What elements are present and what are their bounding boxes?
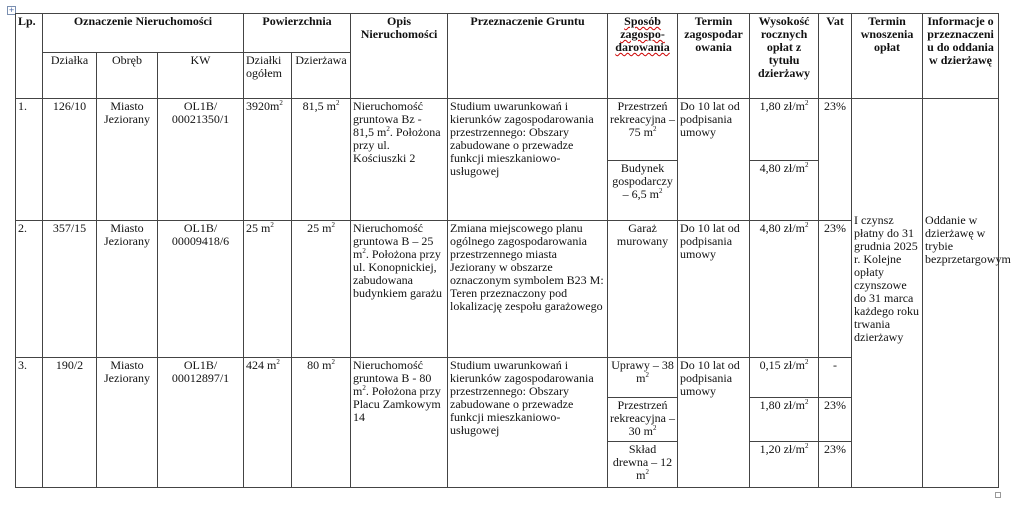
sup: 2: [279, 99, 283, 107]
cell-opis-text: Nieruchomość gruntowa B – 25 m: [353, 221, 434, 261]
cell-lp: 3.: [16, 358, 43, 488]
cell-vat: 23%: [819, 221, 852, 358]
header-dzialki-ogolem: Działki ogółem: [244, 53, 292, 99]
cell-kw: OL1B/ 00009418/6: [158, 221, 244, 358]
cell-obreb: Miasto Jeziorany: [97, 221, 158, 358]
header-sposob-text: Sposób zagospo-darowania: [615, 14, 670, 54]
header-informacje: Informacje o przeznaczeni u do oddania w dzierżawę: [923, 14, 999, 99]
cell-opis-text2: . Położona przy ul. Kościuszki 2: [353, 125, 441, 165]
cell-kw: OL1B/ 00021350/1: [158, 99, 244, 221]
sup: 2: [645, 371, 649, 379]
cell-obreb: Miasto Jeziorany: [97, 358, 158, 488]
cell-vat: -: [819, 358, 852, 398]
cell-sposob: [608, 161, 678, 221]
cell-vat: 23%: [819, 99, 852, 221]
sup: 2: [335, 99, 340, 107]
cell-pow-ogolem-value: 424 m: [246, 358, 277, 372]
header-obreb: Obręb: [97, 53, 158, 99]
cell-sposob: [608, 358, 678, 398]
table-row: [16, 358, 999, 398]
cell-dzialka: 190/2: [43, 358, 97, 488]
sup: 2: [804, 398, 809, 406]
cell-opis-text2: . Położona przy ul. Konopnickiej, zabudowana budynkiem garażu: [353, 247, 442, 300]
cell-vat: 23%: [819, 442, 852, 488]
cell-dzialka: 357/15: [43, 221, 97, 358]
cell-opis-text2: . Położona przy Placu Zamkowym 14: [353, 384, 441, 424]
cell-opis: [351, 99, 448, 221]
cell-oplata-text: 1,20 zł/m: [759, 442, 805, 456]
cell-lp: 1.: [16, 99, 43, 221]
sup: 2: [804, 358, 809, 366]
cell-sposob-text: Uprawy – 38 m: [611, 358, 674, 385]
cell-informacje: Oddanie w dzierżawę w trybie bezprzetargowym: [923, 99, 999, 488]
cell-oplata: [750, 358, 819, 398]
sup: 2: [652, 125, 657, 133]
sup: 2: [270, 221, 274, 229]
table-row: [16, 99, 999, 161]
header-oznaczenie: Oznaczenie Nieruchomości: [43, 14, 244, 53]
cell-oplata-text: 1,80 zł/m: [759, 398, 805, 412]
sup: 2: [645, 468, 649, 476]
cell-pow-dzierzawa-value: 81,5 m: [302, 99, 336, 113]
sup: 2: [331, 358, 335, 366]
header-vat: Vat: [819, 14, 852, 99]
header-opis: Opis Nieruchomości: [351, 14, 448, 99]
table-row: [16, 221, 999, 358]
cell-pow-ogolem-value: 25 m: [246, 221, 271, 235]
cell-termin: Do 10 lat od podpisania umowy: [678, 99, 750, 221]
cell-pow-ogolem: [244, 221, 292, 358]
header-lp: Lp.: [16, 14, 43, 99]
sup: 2: [386, 125, 390, 133]
cell-oplata-text: 4,80 zł/m: [759, 221, 805, 235]
sup: 2: [804, 442, 809, 450]
cell-sposob: Garaż murowany: [608, 221, 678, 358]
cell-pow-dzierzawa: [292, 358, 351, 488]
cell-oplata: [750, 221, 819, 358]
header-termin-oplat: Termin wnoszenia opłat: [852, 14, 923, 99]
cell-termin: Do 10 lat od podpisania umowy: [678, 221, 750, 358]
cell-termin-oplat: I czynsz płatny do 31 grudnia 2025 r. Kolejne opłaty czynszowe do 31 marca każdego roku trwania dzierżawy: [852, 99, 923, 488]
cell-oplata-text: 4,80 zł/m: [759, 161, 805, 175]
sup: 2: [652, 424, 657, 432]
cell-sposob-text: Przestrzeń rekreacyjna – 30 m: [610, 398, 676, 438]
cell-sposob: [608, 398, 678, 442]
cell-oplata-text: 1,80 zł/m: [759, 99, 805, 113]
cell-pow-ogolem: [244, 358, 292, 488]
cell-pow-dzierzawa: [292, 99, 351, 221]
cell-opis: [351, 358, 448, 488]
sup: 2: [276, 358, 280, 366]
header-dzialka: Działka: [43, 53, 97, 99]
cell-dzialka: 126/10: [43, 99, 97, 221]
cell-oplata-text: 0,15 zł/m: [759, 358, 805, 372]
table-move-handle-icon[interactable]: +: [8, 6, 15, 14]
cell-lp: 2.: [16, 221, 43, 358]
sup: 2: [804, 161, 809, 169]
cell-pow-ogolem: [244, 99, 292, 221]
cell-opis-text: Nieruchomość gruntowa B - 80 m: [353, 358, 432, 398]
sup: 2: [804, 221, 809, 229]
sup: 2: [331, 221, 335, 229]
header-przeznaczenie: Przeznaczenie Gruntu: [448, 14, 608, 99]
cell-oplata: [750, 442, 819, 488]
cell-oplata: [750, 161, 819, 221]
cell-sposob: [608, 99, 678, 161]
cell-pow-ogolem-value: 3920m: [246, 99, 280, 113]
cell-pow-dzierzawa-value: 25 m: [307, 221, 332, 235]
cell-oplata: [750, 99, 819, 161]
cell-obreb: Miasto Jeziorany: [97, 99, 158, 221]
sup: 2: [658, 187, 663, 195]
header-sposob: [608, 14, 678, 99]
header-dzierzawa: Dzierżawa: [292, 53, 351, 99]
cell-sposob-text: Budynek gospodarczy – 6,5 m: [612, 161, 673, 201]
cell-pow-dzierzawa-value: 80 m: [307, 358, 332, 372]
table-resize-handle-icon[interactable]: [995, 492, 1001, 498]
header-wysokosc-oplat: Wysokość rocznych opłat z tytułu dzierżawy: [750, 14, 819, 99]
sup: 2: [362, 247, 366, 255]
cell-przeznaczenie: Zmiana miejscowego planu ogólnego zagospodarowania przestrzennego miasta Jeziorany w obszarze oznaczonym symbolem B23 M: Teren przeznaczony pod lokalizację zespołu garażowego: [448, 221, 608, 358]
cell-sposob: [608, 442, 678, 488]
sup: 2: [804, 99, 809, 107]
cell-vat: 23%: [819, 398, 852, 442]
cell-opis: [351, 221, 448, 358]
header-kw: KW: [158, 53, 244, 99]
cell-termin: Do 10 lat od podpisania umowy: [678, 358, 750, 488]
cell-oplata: [750, 398, 819, 442]
cell-opis-text: Nieruchomość gruntowa Bz - 81,5 m: [353, 99, 424, 139]
cell-sposob-text: Skład drewna – 12 m: [612, 442, 673, 482]
sup: 2: [362, 384, 366, 392]
cell-kw: OL1B/ 00012897/1: [158, 358, 244, 488]
cell-sposob-text: Przestrzeń rekreacyjna – 75 m: [610, 99, 676, 139]
lease-table: [15, 13, 1011, 488]
cell-pow-dzierzawa: [292, 221, 351, 358]
header-powierzchnia: Powierzchnia: [244, 14, 351, 53]
cell-przeznaczenie: Studium uwarunkowań i kierunków zagospodarowania przestrzennego: Obszary zabudowane o przewadze funkcji mieszkaniowo-usługowej: [448, 358, 608, 488]
cell-przeznaczenie: Studium uwarunkowań i kierunków zagospodarowania przestrzennego: Obszary zabudowane o przewadze funkcji mieszkaniowo-usługowej: [448, 99, 608, 221]
header-termin-zagospodarowania: Termin zagospodar owania: [678, 14, 750, 99]
